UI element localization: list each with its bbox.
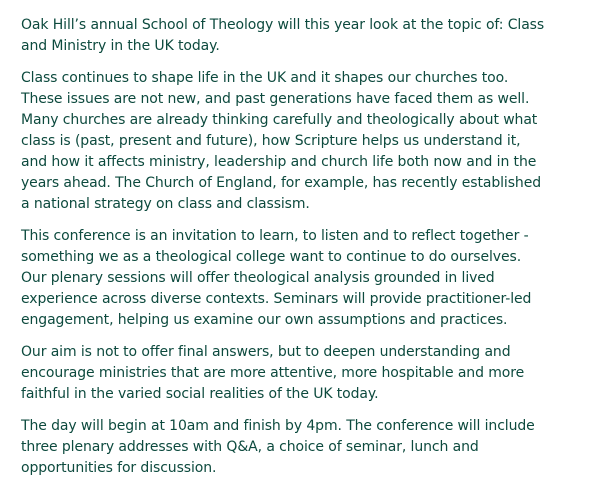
text-line: Oak Hill’s annual School of Theology will this year look at the topic of: Class bbox=[21, 17, 545, 33]
text-line: These issues are not new, and past generations have faced them as well. bbox=[21, 91, 530, 107]
conference-invitation-paragraph bbox=[21, 226, 596, 331]
text-line: opportunities for discussion. bbox=[21, 460, 217, 476]
text-line: three plenary addresses with Q&A, a choice of seminar, lunch and bbox=[21, 439, 479, 455]
text-line: engagement, helping us examine our own assumptions and practices. bbox=[21, 312, 508, 328]
text-line: experience across diverse contexts. Seminars will provide practitioner-led bbox=[21, 291, 532, 307]
aim-paragraph bbox=[21, 342, 596, 405]
text-line: Our aim is not to offer final answers, but to deepen understanding and bbox=[21, 344, 511, 360]
text-line: class is (past, present and future), how Scripture helps us understand it, bbox=[21, 133, 521, 149]
text-line: and how it affects ministry, leadership and church life both now and in the bbox=[21, 154, 537, 170]
schedule-paragraph bbox=[21, 416, 596, 479]
text-line: years ahead. The Church of England, for example, has recently established bbox=[21, 175, 541, 191]
text-line: The day will begin at 10am and finish by 4pm. The conference will include bbox=[21, 418, 535, 434]
text-line: Our plenary sessions will offer theological analysis grounded in lived bbox=[21, 270, 495, 286]
text-line: faithful in the varied social realities of the UK today. bbox=[21, 386, 379, 402]
text-line: Class continues to shape life in the UK and it shapes our churches too. bbox=[21, 70, 509, 86]
text-line: This conference is an invitation to learn, to listen and to reflect together - bbox=[21, 228, 529, 244]
text-line: encourage ministries that are more attentive, more hospitable and more bbox=[21, 365, 525, 381]
text-line: Many churches are already thinking carefully and theologically about what bbox=[21, 112, 538, 128]
text-line: and Ministry in the UK today. bbox=[21, 38, 220, 54]
text-line: something we as a theological college want to continue to do ourselves. bbox=[21, 249, 522, 265]
text-line: a national strategy on class and classism. bbox=[21, 196, 310, 212]
article-body bbox=[21, 15, 596, 490]
intro-paragraph bbox=[21, 15, 596, 57]
class-context-paragraph bbox=[21, 68, 596, 215]
